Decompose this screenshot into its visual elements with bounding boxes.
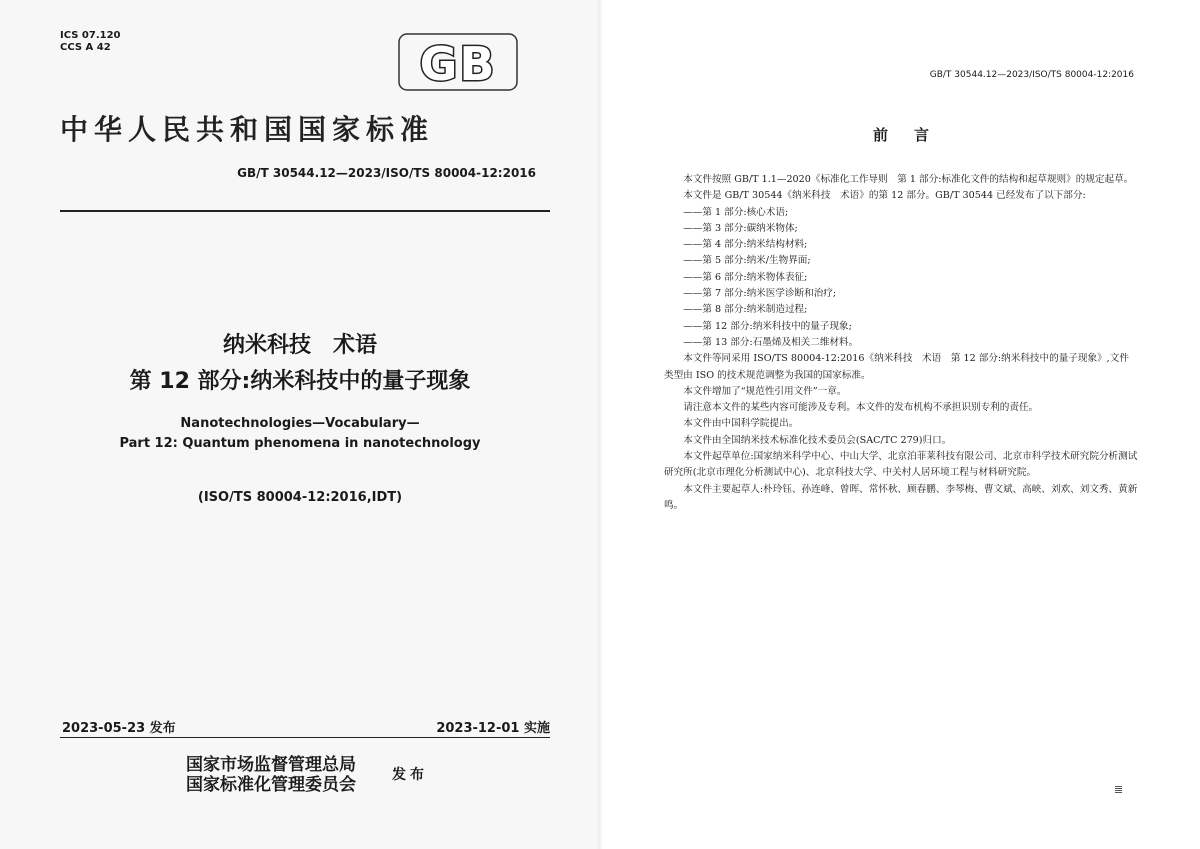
header-rule <box>60 210 550 212</box>
title-en-line1: Nanotechnologies—Vocabulary— <box>180 416 420 431</box>
part-list-item: ——第 7 部分:纳米医学诊断和治疗; <box>683 288 837 300</box>
part-list-item: ——第 4 部分:纳米结构材料; <box>683 239 808 251</box>
part-list-item: ——第 8 部分:纳米制造过程; <box>683 304 808 316</box>
ics-code: ICS 07.120 <box>60 30 121 41</box>
foreword-paragraph: 本文件起草单位:国家纳米科学中心、中山大学、北京泊菲莱科技有限公司、北京市科学技术研究院分析测试研究所(北京市理化分析测试中心)、北京科技大学、中关村人居环境工程与材料研究院。 <box>664 451 1138 479</box>
page-number-mark <box>1115 786 1122 794</box>
title-cn-line2: 第 12 部分:纳米科技中的量子现象 <box>129 369 471 394</box>
issue-date: 2023-05-23 发布 <box>62 721 176 736</box>
part-list-item: ——第 13 部分:石墨烯及相关二维材料。 <box>683 336 859 348</box>
part-list-item: ——第 3 部分:碳纳米物体; <box>683 222 798 234</box>
classification-codes <box>60 30 121 54</box>
title-cn-line1: 纳米科技 术语 <box>222 333 377 358</box>
national-standard-title: 中华人民共和国国家标准 <box>60 113 435 146</box>
issuing-authorities <box>186 755 356 795</box>
foreword-paragraph: 本文件是 GB/T 30544《纳米科技 术语》的第 12 部分。GB/T 30544 已经发布了以下部分: <box>683 190 1086 202</box>
foreword-body <box>664 172 1138 514</box>
part-list-item: ——第 12 部分:纳米科技中的量子现象; <box>683 320 852 332</box>
foreword-paragraph: 本文件等同采用 ISO/TS 80004-12:2016《纳米科技 术语 第 12 部分:纳米科技中的量子现象》,文件类型由 ISO 的技术规范调整为我国的国家标准。 <box>664 353 1129 381</box>
implementation-date: 2023-12-01 实施 <box>436 721 550 736</box>
issuer-line1: 国家市场监督管理总局 <box>186 755 356 775</box>
footer-rule <box>60 737 550 738</box>
iso-reference: (ISO/TS 80004-12:2016,IDT) <box>197 490 403 505</box>
part-list-item: ——第 5 部分:纳米/生物界面; <box>683 255 811 267</box>
gb-logo <box>398 30 518 94</box>
foreword-paragraph: 本文件主要起草人:朴玲钰、孙连峰、曾晖、常怀秋、顾春鹏、李琴梅、曹文斌、高峡、刘欢、刘文秀、黄新鸣。 <box>664 483 1138 511</box>
foreword-paragraph: 本文件按照 GB/T 1.1—2020《标准化工作导则 第 1 部分:标准化文件的结构和起草规则》的规定起草。 <box>683 174 1134 185</box>
title-en-line2: Part 12: Quantum phenomena in nanotechnology <box>119 436 481 451</box>
gb-logo-text: GB <box>419 37 497 91</box>
foreword-paragraph: 本文件增加了“规范性引用文件”一章。 <box>683 385 847 397</box>
foreword-page <box>602 0 1200 849</box>
foreword-paragraph: 本文件由中国科学院提出。 <box>683 418 799 430</box>
standard-code: GB/T 30544.12—2023/ISO/TS 80004-12:2016 <box>237 166 536 180</box>
foreword-title: 前言 <box>872 126 955 144</box>
foreword-paragraph: 本文件由全国纳米技术标准化技术委员会(SAC/TC 279)归口。 <box>683 434 952 446</box>
part-list-item: ——第 1 部分:核心术语; <box>683 206 789 218</box>
issue-label: 发布 <box>392 767 428 783</box>
issuer-line2: 国家标准化管理委员会 <box>186 775 356 795</box>
ccs-code: CCS A 42 <box>60 42 111 53</box>
foreword-paragraph: 请注意本文件的某些内容可能涉及专利。本文件的发布机构不承担识别专利的责任。 <box>683 402 1039 414</box>
part-list-item: ——第 6 部分:纳米物体表征; <box>683 271 808 283</box>
running-header-code: GB/T 30544.12—2023/ISO/TS 80004-12:2016 <box>929 70 1134 80</box>
